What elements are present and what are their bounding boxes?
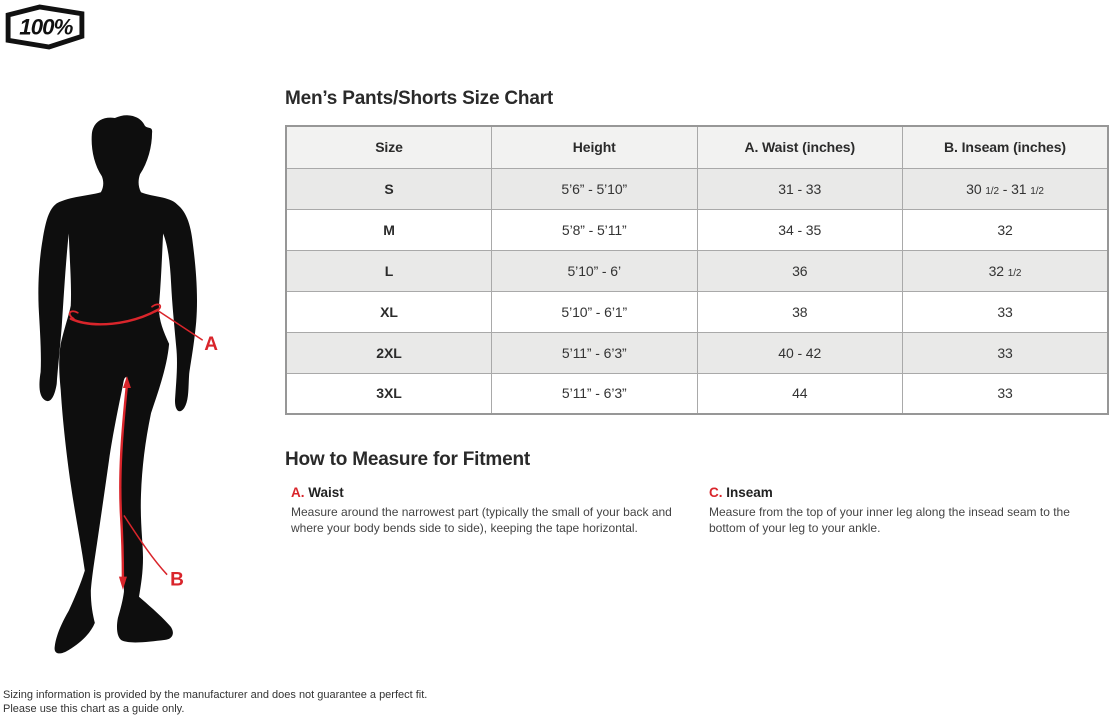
fraction: 1/2 [1030,185,1044,197]
cell-inseam: 32 [903,209,1109,250]
measure-item-inseam [709,485,1101,536]
cell-height: 5’10” - 6’ [492,250,698,291]
cell-height: 5’11” - 6’3” [492,332,698,373]
cell-waist: 34 - 35 [697,209,903,250]
cell-size: S [286,168,492,209]
measure-description-waist: Measure around the narrowest part (typically the small of your back and where your body bends side to side), keeping the tape horizontal. [291,505,672,535]
logo-text: 100% [19,14,73,40]
table-row [286,291,1108,332]
disclaimer-line-2: Please use this chart as a guide only. [3,703,185,715]
disclaimer [3,688,427,716]
measure-label-inseam: Inseam [726,485,773,500]
table-row [286,209,1108,250]
table-row [286,373,1108,414]
table-row [286,332,1108,373]
disclaimer-line-1: Sizing information is provided by the manufacturer and does not guarantee a perfect fit. [3,689,428,701]
cell-inseam: 30 1/2 - 31 1/2 [903,168,1109,209]
cell-height: 5’6” - 5’10” [492,168,698,209]
cell-waist: 38 [697,291,903,332]
measure-letter-a: A. [291,485,305,500]
cell-size: XL [286,291,492,332]
cell-size: L [286,250,492,291]
cell-height: 5’8” - 5’11” [492,209,698,250]
fraction: 1/2 [985,185,999,197]
size-chart-head [286,126,1108,168]
measurement-figure [30,112,252,664]
cell-size: M [286,209,492,250]
cell-waist: 31 - 33 [697,168,903,209]
column-header-0: Size [286,126,492,168]
cell-inseam: 33 [903,332,1109,373]
column-header-2: A. Waist (inches) [697,126,903,168]
cell-waist: 36 [697,250,903,291]
body-silhouette-graphic [30,112,252,664]
cell-height: 5’11” - 6’3” [492,373,698,414]
cell-inseam: 33 [903,373,1109,414]
inseam-label-b: B [170,569,184,591]
brand-logo-icon [5,4,85,50]
cell-size: 2XL [286,332,492,373]
column-header-1: Height [492,126,698,168]
cell-waist: 44 [697,373,903,414]
size-chart-body [286,168,1108,414]
size-chart-table [285,125,1109,415]
size-chart-header-row [286,126,1108,168]
column-header-3: B. Inseam (inches) [903,126,1109,168]
waist-label-a: A [204,333,218,355]
cell-size: 3XL [286,373,492,414]
measure-heading-waist [291,485,709,500]
size-chart-title: Men’s Pants/Shorts Size Chart [285,88,554,109]
fraction: 1/2 [1007,267,1022,279]
measure-label-waist: Waist [308,485,344,500]
cell-waist: 40 - 42 [697,332,903,373]
measure-description-inseam: Measure from the top of your inner leg along the insead seam to the bottom of your leg to your ankle. [709,505,1070,535]
content-column [285,88,1109,536]
cell-height: 5’10” - 6’1” [492,291,698,332]
cell-inseam: 33 [903,291,1109,332]
measure-section-title: How to Measure for Fitment [285,449,530,470]
table-row [286,168,1108,209]
table-row [286,250,1108,291]
measure-item-waist [285,485,709,536]
measure-heading-inseam [709,485,1101,500]
measure-letter-c: C. [709,485,723,500]
measure-columns [285,485,1109,536]
logo-badge-icon [5,4,85,50]
cell-inseam: 32 1/2 [903,250,1109,291]
